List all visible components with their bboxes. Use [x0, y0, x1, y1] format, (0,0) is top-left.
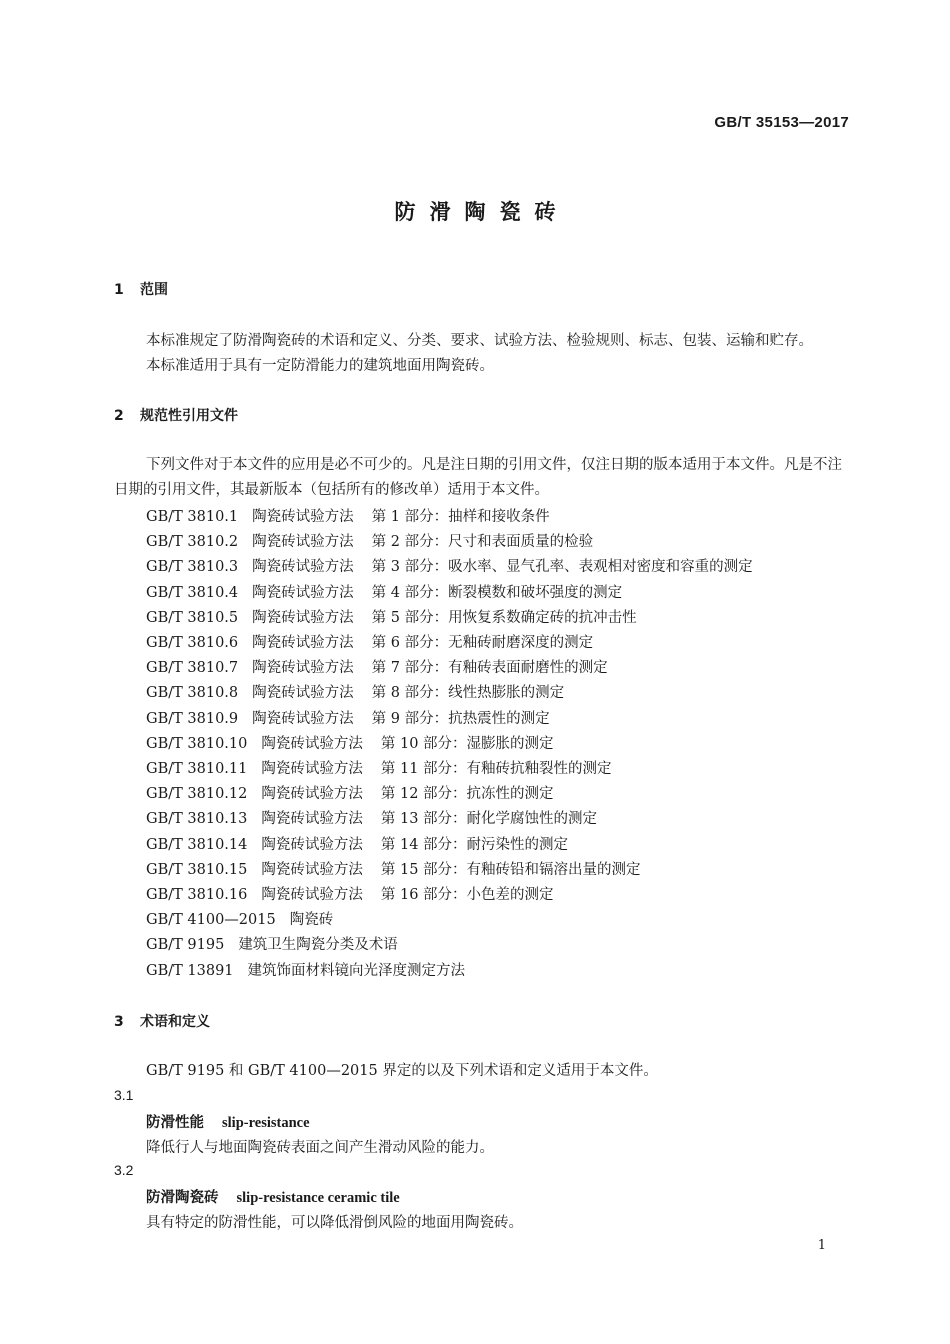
reference-part: 第 4 部分：断裂模数和破坏强度的测定: [371, 584, 623, 601]
term-number: 3.2: [114, 1162, 134, 1178]
term-heading: [146, 1186, 400, 1207]
term-definition: 具有特定的防滑性能，可以降低滑倒风险的地面用陶瓷砖。: [146, 1215, 523, 1231]
reference-item: [146, 505, 550, 526]
reference-item: [146, 707, 550, 728]
term-english: slip-resistance: [222, 1115, 310, 1131]
reference-part: 第 8 部分：线性热膨胀的测定: [371, 685, 565, 702]
reference-code: GB/T 9195: [146, 937, 225, 954]
reference-title: 陶瓷砖试验方法: [252, 559, 354, 576]
term-chinese: 防滑性能: [146, 1114, 204, 1131]
reference-item: [146, 581, 622, 602]
reference-code: GB/T 3810.13: [146, 811, 248, 828]
reference-item: [146, 530, 593, 551]
reference-title: 陶瓷砖试验方法: [261, 887, 363, 903]
reference-item: [146, 631, 593, 652]
reference-title: 陶瓷砖试验方法: [252, 534, 354, 551]
reference-part: 第 13 部分：耐化学腐蚀性的测定: [380, 811, 598, 828]
reference-title: 陶瓷砖试验方法: [261, 761, 363, 777]
section-3-heading: [114, 1011, 210, 1031]
reference-title: 陶瓷砖试验方法: [261, 811, 363, 828]
reference-title: 建筑卫生陶瓷分类及术语: [238, 937, 398, 954]
section-title: 规范性引用文件: [140, 408, 238, 424]
reference-item: [146, 908, 333, 929]
reference-code: GB/T 3810.2: [146, 534, 239, 551]
reference-title: 陶瓷砖试验方法: [252, 710, 354, 727]
reference-part: 第 12 部分：抗冻性的测定: [380, 786, 554, 803]
reference-code: GB/T 3810.14: [146, 836, 248, 853]
reference-item: [146, 959, 465, 980]
reference-code: GB/T 3810.16: [146, 887, 248, 903]
section-1-heading: [114, 279, 168, 299]
reference-title: 陶瓷砖: [289, 912, 334, 929]
reference-part: 第 6 部分：无釉砖耐磨深度的测定: [371, 635, 594, 651]
section-number: 3: [114, 1014, 124, 1030]
reference-part: 第 16 部分：小色差的测定: [380, 887, 554, 903]
reference-item: [146, 606, 637, 627]
reference-item: [146, 782, 554, 803]
reference-part: 第 7 部分：有釉砖表面耐磨性的测定: [371, 660, 608, 677]
reference-code: GB/T 3810.3: [146, 559, 239, 576]
reference-title: 陶瓷砖试验方法: [261, 735, 363, 752]
reference-title: 陶瓷砖试验方法: [252, 509, 354, 525]
section-number: 1: [114, 282, 124, 298]
reference-code: GB/T 3810.4: [146, 584, 239, 601]
section-3-intro: GB/T 9195 和 GB/T 4100—2015 界定的以及下列术语和定义适用于本文件。: [146, 1063, 658, 1079]
reference-code: GB/T 3810.7: [146, 660, 239, 677]
reference-code: GB/T 3810.10: [146, 735, 248, 752]
reference-item: [146, 732, 554, 753]
document-title: 防滑陶瓷砖: [394, 200, 570, 224]
reference-title: 陶瓷砖试验方法: [252, 635, 354, 651]
reference-title: 建筑饰面材料镜向光泽度测定方法: [247, 962, 466, 979]
reference-code: GB/T 3810.11: [146, 761, 248, 777]
reference-part: 第 2 部分：尺寸和表面质量的检验: [371, 534, 594, 551]
reference-title: 陶瓷砖试验方法: [252, 685, 354, 702]
reference-part: 第 11 部分：有釉砖抗釉裂性的测定: [380, 761, 612, 777]
reference-part: 第 10 部分：湿膨胀的测定: [380, 735, 554, 752]
reference-item: [146, 757, 612, 778]
reference-item: [146, 933, 398, 954]
paragraph: 本标准适用于具有一定防滑能力的建筑地面用陶瓷砖。: [146, 358, 494, 374]
reference-part: 第 14 部分：耐污染性的测定: [380, 836, 569, 853]
reference-title: 陶瓷砖试验方法: [261, 861, 363, 878]
reference-part: 第 3 部分：吸水率、显气孔率、表观相对密度和容重的测定: [371, 559, 753, 576]
reference-part: 第 1 部分：抽样和接收条件: [371, 509, 550, 525]
reference-item: [146, 833, 568, 854]
reference-title: 陶瓷砖试验方法: [261, 786, 363, 803]
reference-code: GB/T 3810.6: [146, 635, 239, 651]
term-number: 3.1: [114, 1087, 134, 1103]
reference-code: GB/T 3810.1: [146, 509, 239, 525]
page-number: 1: [817, 1238, 826, 1253]
term-chinese: 防滑陶瓷砖: [146, 1189, 219, 1206]
reference-part: 第 5 部分：用恢复系数确定砖的抗冲击性: [371, 609, 637, 626]
reference-item: [146, 883, 554, 904]
section-2-heading: [114, 405, 238, 425]
reference-title: 陶瓷砖试验方法: [261, 836, 363, 853]
standard-code: GB/T 35153—2017: [714, 114, 849, 131]
reference-title: 陶瓷砖试验方法: [252, 584, 354, 601]
section-2-intro: 下列文件对于本文件的应用是必不可少的。凡是注日期的引用文件，仅注日期的版本适用于本文件。凡是不注日期的引用文件，其最新版本（包括所有的修改单）适用于本文件。: [114, 457, 842, 498]
reference-item: [146, 807, 597, 828]
reference-item: [146, 656, 608, 677]
reference-code: GB/T 3810.15: [146, 861, 248, 878]
reference-item: [146, 555, 753, 576]
reference-title: 陶瓷砖试验方法: [252, 609, 354, 626]
term-english: slip-resistance ceramic tile: [236, 1190, 400, 1206]
term-heading: [146, 1111, 310, 1132]
reference-item: [146, 681, 564, 702]
reference-part: 第 9 部分：抗热震性的测定: [371, 710, 550, 727]
reference-code: GB/T 3810.5: [146, 609, 239, 626]
term-definition: 降低行人与地面陶瓷砖表面之间产生滑动风险的能力。: [146, 1140, 494, 1156]
section-title: 术语和定义: [140, 1014, 210, 1030]
reference-item: [146, 858, 641, 879]
reference-code: GB/T 13891: [146, 962, 234, 979]
reference-code: GB/T 3810.9: [146, 710, 239, 727]
paragraph: 本标准规定了防滑陶瓷砖的术语和定义、分类、要求、试验方法、检验规则、标志、包装、运输和贮存。: [146, 333, 813, 349]
reference-code: GB/T 3810.8: [146, 685, 239, 702]
section-number: 2: [114, 408, 124, 424]
reference-code: GB/T 4100—2015: [146, 912, 276, 929]
reference-title: 陶瓷砖试验方法: [252, 660, 354, 677]
reference-part: 第 15 部分：有釉砖铅和镉溶出量的测定: [380, 861, 641, 878]
section-title: 范围: [140, 282, 168, 298]
reference-code: GB/T 3810.12: [146, 786, 248, 803]
